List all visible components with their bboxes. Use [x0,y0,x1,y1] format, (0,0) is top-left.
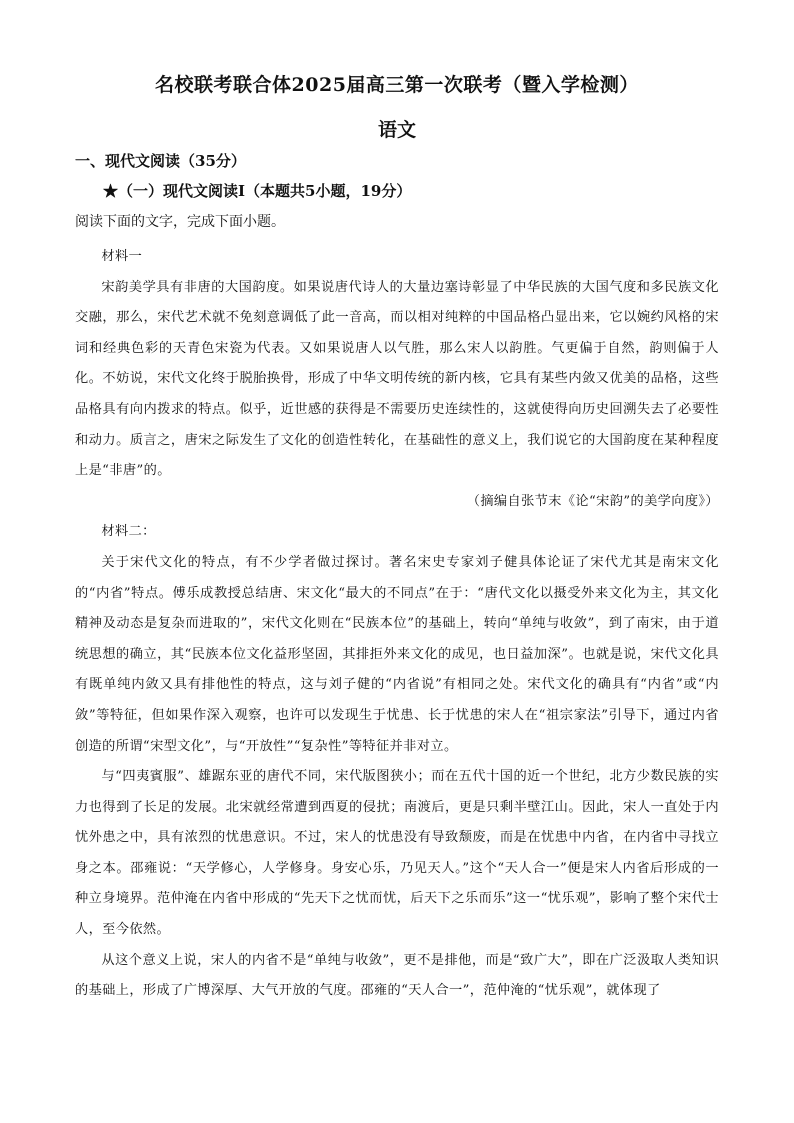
exam-title: 名校联考联合体2025届高三第一次联考（暨入学检测） [155,74,639,96]
material-one-paragraph: 宋韵美学具有非唐的大国韵度。如果说唐代诗人的大量边塞诗彰显了中华民族的大国气度和多民族文化交融，那么，宋代艺术就不免刻意调低了此一音高，而以相对纯粹的中国品格凸显出来，它以婉约风格的宋词和经典色彩的天青色宋瓷为代表。又如果说唐人以气胜，那么宋人以韵胜。气更偏于自然，韵则偏于人化。不妨说，宋代文化终于脱胎换骨，形成了中华文明传统的新内核，它具有某些内敛又优美的品格，这些品格具有向内拨求的特点。似乎，近世感的获得是不需要历史连续性的，这就使得向历史回溯失去了必要性和动力。质言之，唐宋之际发生了文化的创造性转化，在基础性的意义上，我们说它的大国韵度在某种程度上是“非唐”的。 [75,279,719,479]
subject-title: 语文 [377,119,416,141]
material-two-paragraph-1: 关于宋代文化的特点，有不少学者做过探讨。著名宋史专家刘子健具体论证了宋代尤其是南宋文化的“内省”特点。傅乐成教授总结唐、宋文化“最大的不同点”在于：“唐代文化以摄受外来文化为主，其文化精神及动态是复杂而进取的”，宋代文化则在“民族本位”的基础上，转向“单纯与收敛”，到了南宋，由于道统思想的确立，其“民族本位文化益形坚固，其排拒外来文化的成见，也日益加深”。也就是说，宋代文化具有既单纯内敛又具有排他性的特点，这与刘子健的“内省说”有相同之处。宋代文化的确具有“内省”或“内敛”等特征，但如果作深入观察，也许可以发现生于忧患、长于忧患的宋人在“祖宗家法”引导下，通过内省创造的所谓“宋型文化”，与“开放性”“复杂性”等特征并非对立。 [75,554,719,754]
passage-content [75,242,719,1007]
material-one-source: （摘编自张节末《论“宋韵”的美学向度》） [466,493,719,509]
material-one-label: 材料一 [101,249,143,264]
reading-instruction: 阅读下面的文字，完成下面小题。 [75,214,285,230]
material-two-paragraph-3: 从这个意义上说，宋人的内省不是“单纯与收敛”，更不是排他，而是“致广大”，即在广泛汲取人类知识的基础上，形成了广博深厚、大气开放的气度。邵雍的“天人合一”，范仲淹的“忧乐观”，就体现了 [75,952,719,999]
material-two-label: 材料二： [101,524,156,540]
subsection-title: ★（一）现代文阅读Ⅰ（本题共5小题，19分） [103,182,412,200]
material-two-paragraph-2: 与“四夷賓服”、雄踞东亚的唐代不同，宋代版图狭小；而在五代十国的近一个世纪，北方少数民族的实力也得到了长足的发展。北宋就经常遭到西夏的侵扰；南渡后，更是只剩半壁江山。因此，宋人一直处于内忧外患之中，具有浓烈的忧患意识。不过，宋人的忧患没有导致颓废，而是在忧患中内省，在内省中寻找立身之本。邵雍说：“天学修心，人学修身。身安心乐，乃见天人。”这个“天人合一”便是宋人内省后形成的一种立身境界。范仲淹在内省中形成的“先天下之忧而忧，后天下之乐而乐”这一“忧乐观”，影响了整个宋代士人，至今依然。 [75,769,719,938]
section-title: 一、现代文阅读（35分） [75,152,246,170]
